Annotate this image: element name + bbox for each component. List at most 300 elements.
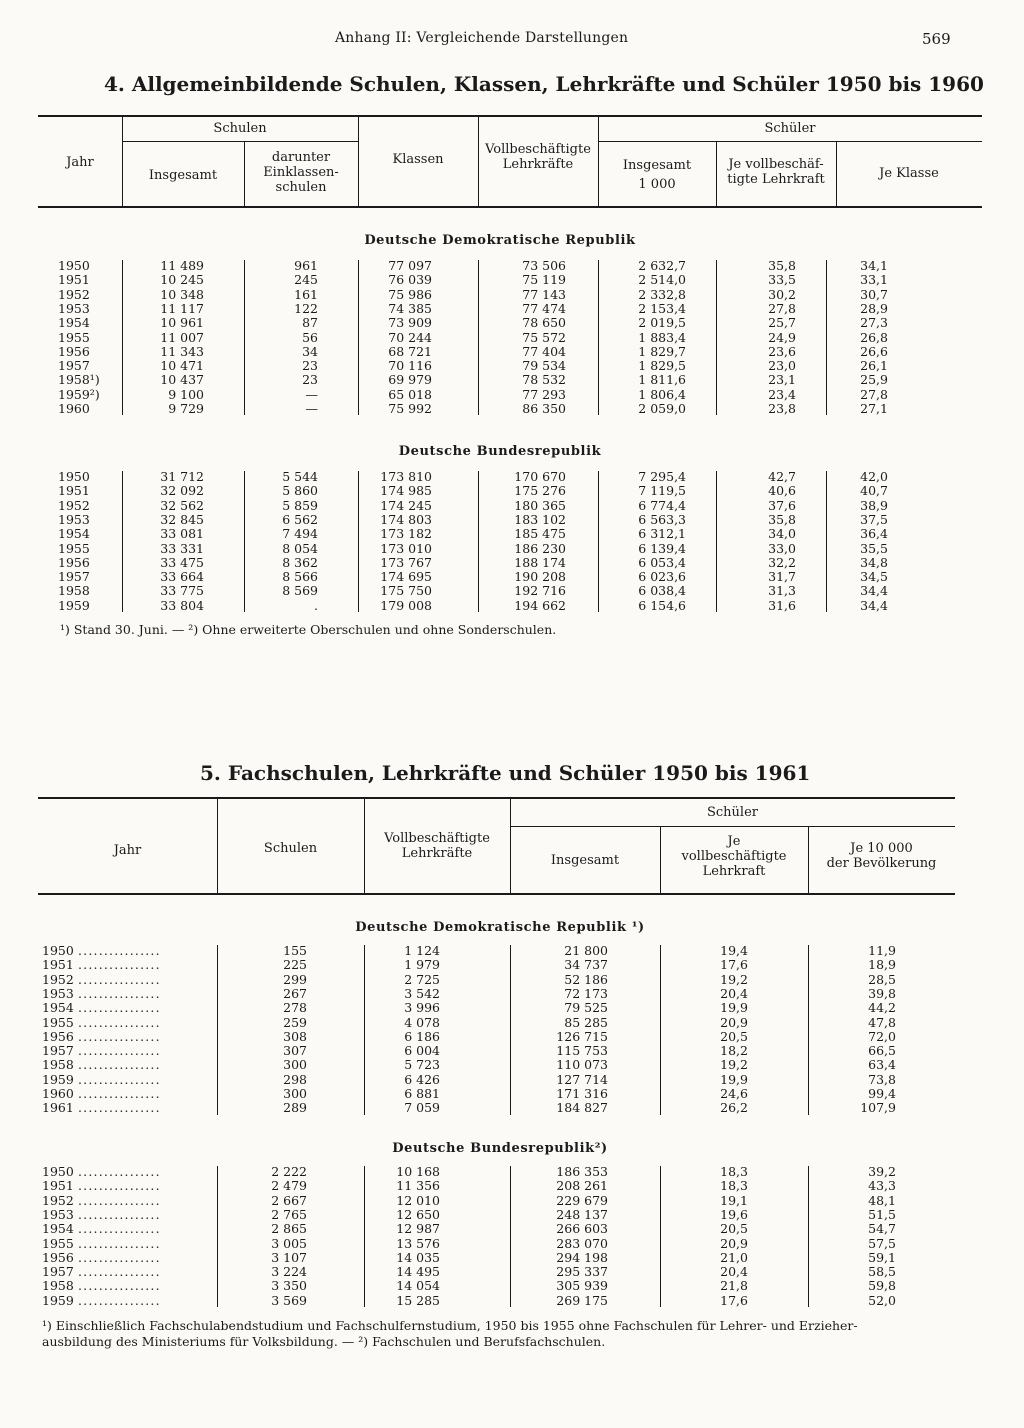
cell-schueler: 6 053,4: [638, 554, 686, 570]
cell-schueler: 7 119,5: [638, 483, 686, 499]
cell-lehrkraefte: 6 186: [404, 1028, 440, 1044]
table4-footnote: ¹) Stand 30. Juni. — ²) Ohne erweiterte Oberschulen und ohne Sonderschulen.: [60, 622, 557, 637]
table5-schueler-rule: [510, 826, 955, 827]
cell-schueler: 6 154,6: [638, 597, 686, 613]
cell-je-lehrkraft: 31,7: [768, 569, 796, 585]
cell-jahr: 1952: [58, 286, 90, 302]
cell-lehrkraefte: 73 506: [522, 258, 566, 273]
cell-schueler: 6 774,4: [638, 497, 686, 513]
column-divider: [478, 260, 479, 415]
cell-schulen: 9 729: [168, 401, 204, 416]
running-title: Anhang II: Vergleichende Darstellungen: [335, 30, 629, 46]
cell-jahr: 1958¹): [58, 372, 100, 388]
cell-einklassen: 5 859: [282, 497, 318, 513]
cell-schulen: 33 081: [160, 526, 204, 542]
cell-je-bevoelkerung: 47,8: [868, 1014, 896, 1030]
cell-je-lehrkraft: 42,7: [768, 469, 796, 484]
header-line: vollbeschäftigte: [681, 849, 787, 864]
cell-lehrkraefte: 183 102: [514, 511, 566, 527]
cell-einklassen: 23: [302, 358, 318, 374]
cell-schulen: 11 343: [160, 343, 204, 359]
table-row: [0, 584, 1024, 598]
column-divider: [244, 260, 245, 415]
cell-insgesamt: 126 715: [556, 1028, 608, 1044]
table-row: [0, 1087, 1024, 1101]
cell-je-lehrkraft: 23,1: [768, 372, 796, 388]
cell-je-klasse: 34,4: [860, 597, 888, 613]
dot-leader: ................: [78, 1165, 161, 1179]
cell-insgesamt: 229 679: [556, 1192, 608, 1208]
cell-lehrkraefte: 79 534: [522, 358, 566, 374]
cell-einklassen: 161: [294, 286, 318, 302]
cell-jahr: 1958: [42, 1278, 74, 1294]
cell-jahr: 1954: [42, 1221, 74, 1237]
table5-col-insgesamt: Insgesamt: [550, 853, 620, 868]
cell-schulen: 299: [283, 971, 307, 987]
cell-lehrkraefte: 78 532: [522, 372, 566, 388]
cell-je-lehrkraft: 40,6: [768, 483, 796, 499]
table4-title: 4. Allgemeinbildende Schulen, Klassen, Lehrkräfte und Schüler 1950 bis 1960: [104, 72, 984, 96]
cell-lehrkraefte: 77 474: [522, 300, 566, 316]
cell-jahr: 1956: [42, 1249, 74, 1265]
cell-jahr: 1957: [42, 1264, 74, 1280]
cell-je-lehrkraft: 19,9: [720, 1000, 748, 1016]
cell-je-lehrkraft: 37,6: [768, 497, 796, 513]
cell-jahr: 1959²): [58, 386, 100, 402]
cell-einklassen: 8 566: [282, 569, 318, 585]
table-row: [0, 1101, 1024, 1115]
cell-lehrkraefte: 6 004: [404, 1043, 440, 1059]
cell-schueler: 1 883,4: [638, 329, 686, 345]
cell-lehrkraefte: 2 725: [404, 971, 440, 987]
column-divider: [660, 945, 661, 1115]
dot-leader: ................: [78, 1193, 161, 1208]
table-row: [0, 302, 1024, 316]
cell-einklassen: 961: [294, 258, 318, 273]
cell-schueler: 2 332,8: [638, 286, 686, 302]
cell-lehrkraefte: 10 168: [396, 1164, 440, 1179]
table4-col-je-klasse: Je Klasse: [879, 166, 939, 181]
dot-leader: ................: [78, 1279, 161, 1294]
column-divider: [122, 260, 123, 415]
cell-jahr: 1957: [58, 569, 90, 585]
column-divider: [826, 471, 827, 612]
cell-schulen: 300: [283, 1057, 307, 1073]
cell-je-lehrkraft: 18,3: [720, 1178, 748, 1194]
dot-leader: ................: [78, 1222, 161, 1237]
cell-schulen: 155: [283, 943, 307, 958]
cell-je-klasse: 36,4: [860, 526, 888, 542]
table-row: [0, 373, 1024, 387]
cell-lehrkraefte: 12 987: [396, 1221, 440, 1237]
cell-lehrkraefte: 180 365: [514, 497, 566, 513]
cell-je-klasse: 38,9: [860, 497, 888, 513]
cell-einklassen: 5 860: [282, 483, 318, 499]
cell-schulen: 32 845: [160, 511, 204, 527]
table4-section-brd-rows: [0, 470, 1024, 616]
cell-schulen: 33 475: [160, 554, 204, 570]
dot-leader: ................: [78, 1058, 161, 1073]
cell-je-lehrkraft: 23,4: [768, 386, 796, 402]
cell-klassen: 70 244: [388, 329, 432, 345]
footnote-line-2: ausbildung des Ministeriums für Volksbildung. — ²) Fachschulen und Berufsfachschulen.: [42, 1334, 606, 1349]
cell-je-lehrkraft: 20,9: [720, 1014, 748, 1030]
cell-schueler: 1 806,4: [638, 386, 686, 402]
cell-insgesamt: 283 070: [556, 1235, 608, 1251]
cell-insgesamt: 171 316: [556, 1086, 608, 1101]
cell-schulen: 2 667: [271, 1192, 307, 1208]
cell-schulen: 2 222: [271, 1164, 307, 1179]
cell-lehrkraefte: 13 576: [396, 1235, 440, 1251]
dot-leader: ................: [78, 1250, 161, 1265]
cell-insgesamt: 248 137: [556, 1206, 608, 1222]
cell-je-bevoelkerung: 63,4: [868, 1057, 896, 1073]
cell-lehrkraefte: 1 124: [404, 943, 440, 958]
cell-je-klasse: 35,5: [860, 540, 888, 556]
table-row: [0, 1044, 1024, 1058]
cell-lehrkraefte: 11 356: [396, 1178, 440, 1194]
cell-einklassen: 87: [302, 315, 318, 331]
cell-jahr: 1961: [42, 1100, 74, 1116]
cell-insgesamt: 186 353: [556, 1164, 608, 1179]
cell-lehrkraefte: 77 404: [522, 343, 566, 359]
cell-lehrkraefte: 190 208: [514, 569, 566, 585]
column-divider: [716, 471, 717, 612]
cell-jahr: 1959: [42, 1071, 74, 1087]
cell-jahr: 1957: [58, 358, 90, 374]
cell-jahr: 1958: [42, 1057, 74, 1073]
table4-group-schulen: Schulen: [213, 121, 267, 136]
cell-lehrkraefte: 75 572: [522, 329, 566, 345]
cell-schueler: 1 829,5: [638, 358, 686, 374]
cell-schulen: 3 350: [271, 1278, 307, 1294]
cell-klassen: 179 008: [380, 597, 432, 613]
cell-je-klasse: 27,3: [860, 315, 888, 331]
table-row: [0, 599, 1024, 613]
cell-je-lehrkraft: 23,0: [768, 358, 796, 374]
cell-schulen: 2 479: [271, 1178, 307, 1194]
header-line: Vollbeschäftigte: [384, 831, 490, 846]
dot-leader: ................: [78, 1101, 161, 1116]
cell-je-klasse: 26,1: [860, 358, 888, 374]
cell-klassen: 75 992: [388, 401, 432, 416]
dot-leader: ................: [78, 1015, 161, 1030]
cell-klassen: 73 909: [388, 315, 432, 331]
cell-je-lehrkraft: 30,2: [768, 286, 796, 302]
column-divider: [598, 471, 599, 612]
cell-je-lehrkraft: 19,9: [720, 1071, 748, 1087]
page-number: 569: [922, 30, 951, 48]
dot-leader: ................: [78, 1001, 161, 1016]
cell-einklassen: 6 562: [282, 511, 318, 527]
cell-insgesamt: 79 525: [564, 1000, 608, 1016]
dot-leader: ................: [78, 1044, 161, 1059]
table4-col-klassen: Klassen: [392, 152, 444, 167]
cell-insgesamt: 305 939: [556, 1278, 608, 1294]
table4-col-jahr: Jahr: [66, 155, 94, 170]
table4-col-je-lehrkraft: [716, 157, 836, 187]
cell-schulen: 3 005: [271, 1235, 307, 1251]
cell-insgesamt: 52 186: [564, 971, 608, 987]
cell-jahr: 1953: [58, 511, 90, 527]
cell-schueler: 6 312,1: [638, 526, 686, 542]
cell-je-lehrkraft: 18,3: [720, 1164, 748, 1179]
table-row: [0, 259, 1024, 273]
cell-klassen: 175 750: [380, 583, 432, 599]
cell-lehrkraefte: 3 996: [404, 1000, 440, 1016]
cell-klassen: 174 803: [380, 511, 432, 527]
cell-lehrkraefte: 12 650: [396, 1206, 440, 1222]
table5-section-ddr-title: Deutsche Demokratische Republik ¹): [355, 920, 645, 935]
cell-je-lehrkraft: 17,6: [720, 1292, 748, 1308]
cell-schulen: 259: [283, 1014, 307, 1030]
cell-jahr: 1955: [58, 329, 90, 345]
cell-einklassen: 245: [294, 272, 318, 288]
cell-je-lehrkraft: 21,8: [720, 1278, 748, 1294]
cell-je-klasse: 26,8: [860, 329, 888, 345]
table5-col-je-lehrkraft: [660, 834, 808, 879]
cell-klassen: 174 985: [380, 483, 432, 499]
table5-col-lehrkraefte: [364, 831, 510, 861]
cell-je-bevoelkerung: 73,8: [868, 1071, 896, 1087]
cell-lehrkraefte: 192 716: [514, 583, 566, 599]
table-row: [0, 958, 1024, 972]
cell-schueler: 1 811,6: [638, 372, 686, 388]
cell-jahr: 1955: [58, 540, 90, 556]
cell-insgesamt: 72 173: [564, 985, 608, 1001]
cell-klassen: 75 986: [388, 286, 432, 302]
cell-je-klasse: 34,4: [860, 583, 888, 599]
table-row: [0, 388, 1024, 402]
cell-lehrkraefte: 6 426: [404, 1071, 440, 1087]
table-row: [0, 513, 1024, 527]
cell-jahr: 1952: [58, 497, 90, 513]
table4-section-ddr-title: Deutsche Demokratische Republik: [364, 233, 636, 248]
cell-je-lehrkraft: 24,6: [720, 1086, 748, 1101]
table5-section-brd-title: Deutsche Bundesrepublik²): [392, 1141, 608, 1156]
cell-jahr: 1955: [42, 1235, 74, 1251]
table-row: [0, 1222, 1024, 1236]
cell-je-klasse: 33,1: [860, 272, 888, 288]
cell-je-lehrkraft: 21,0: [720, 1249, 748, 1265]
table-row: [0, 331, 1024, 345]
dot-leader: ................: [78, 1087, 161, 1101]
cell-jahr: 1951: [58, 483, 90, 499]
cell-klassen: 173 182: [380, 526, 432, 542]
table-row: [0, 973, 1024, 987]
table-row: [0, 1294, 1024, 1308]
dot-leader: ................: [78, 944, 161, 958]
cell-insgesamt: 294 198: [556, 1249, 608, 1265]
column-divider: [122, 471, 123, 612]
cell-je-klasse: 30,7: [860, 286, 888, 302]
cell-je-bevoelkerung: 44,2: [868, 1000, 896, 1016]
column-divider: [510, 1166, 511, 1307]
cell-schulen: 300: [283, 1086, 307, 1101]
cell-einklassen: 7 494: [282, 526, 318, 542]
column-divider: [598, 260, 599, 415]
table-row: [0, 1208, 1024, 1222]
column-divider: [217, 945, 218, 1115]
cell-je-lehrkraft: 33,0: [768, 540, 796, 556]
cell-je-lehrkraft: 18,2: [720, 1043, 748, 1059]
table5-section-brd-rows: [0, 1165, 1024, 1311]
table4-schueler-rule: [598, 141, 982, 142]
cell-schulen: 10 437: [160, 372, 204, 388]
header-line: darunter: [271, 150, 331, 165]
table-row: [0, 944, 1024, 958]
table4-col-schulen-insgesamt: Insgesamt: [148, 168, 218, 183]
header-line: Je: [727, 834, 741, 849]
cell-insgesamt: 208 261: [556, 1178, 608, 1194]
cell-schulen: 307: [283, 1043, 307, 1059]
cell-lehrkraefte: 12 010: [396, 1192, 440, 1208]
cell-jahr: 1950: [42, 943, 74, 958]
cell-insgesamt: 115 753: [556, 1043, 608, 1059]
table4-section-ddr-rows: [0, 259, 1024, 419]
column-divider: [808, 1166, 809, 1307]
cell-je-klasse: 40,7: [860, 483, 888, 499]
cell-schueler: 6 563,3: [638, 511, 686, 527]
cell-je-bevoelkerung: 66,5: [868, 1043, 896, 1059]
cell-lehrkraefte: 5 723: [404, 1057, 440, 1073]
table-row: [0, 499, 1024, 513]
table-row: [0, 1279, 1024, 1293]
cell-jahr: 1954: [42, 1000, 74, 1016]
cell-schueler: 6 139,4: [638, 540, 686, 556]
dot-leader: ................: [78, 1236, 161, 1251]
table-row: [0, 288, 1024, 302]
cell-lehrkraefte: 186 230: [514, 540, 566, 556]
cell-schulen: 3 107: [271, 1249, 307, 1265]
column-divider: [808, 945, 809, 1115]
cell-jahr: 1950: [58, 258, 90, 273]
cell-insgesamt: 127 714: [556, 1071, 608, 1087]
cell-je-lehrkraft: 20,4: [720, 985, 748, 1001]
cell-schulen: 32 092: [160, 483, 204, 499]
cell-je-klasse: 26,6: [860, 343, 888, 359]
dot-leader: ................: [78, 1029, 161, 1044]
table-row: [0, 1165, 1024, 1179]
cell-je-klasse: 34,8: [860, 554, 888, 570]
cell-jahr: 1953: [42, 1206, 74, 1222]
cell-insgesamt: 266 603: [556, 1221, 608, 1237]
table-row: [0, 402, 1024, 416]
table5-top-rule: [38, 797, 955, 799]
cell-schulen: 11 007: [160, 329, 204, 345]
cell-einklassen: 122: [294, 300, 318, 316]
cell-je-bevoelkerung: 99,4: [868, 1086, 896, 1101]
cell-lehrkraefte: 170 670: [514, 469, 566, 484]
cell-lehrkraefte: 77 143: [522, 286, 566, 302]
cell-lehrkraefte: 86 350: [522, 401, 566, 416]
cell-je-klasse: 27,8: [860, 386, 888, 402]
cell-lehrkraefte: 14 035: [396, 1249, 440, 1265]
table-row: [0, 1001, 1024, 1015]
cell-lehrkraefte: 175 276: [514, 483, 566, 499]
cell-je-lehrkraft: 35,8: [768, 511, 796, 527]
header-line: Insgesamt: [622, 158, 692, 173]
cell-schulen: 278: [283, 1000, 307, 1016]
cell-insgesamt: 85 285: [564, 1014, 608, 1030]
cell-klassen: 74 385: [388, 300, 432, 316]
table-row: [0, 1194, 1024, 1208]
dot-leader: ................: [78, 1207, 161, 1222]
cell-schulen: 11 489: [160, 258, 204, 273]
cell-jahr: 1953: [58, 300, 90, 316]
cell-jahr: 1955: [42, 1014, 74, 1030]
cell-insgesamt: 110 073: [556, 1057, 608, 1073]
cell-je-lehrkraft: 23,8: [768, 401, 796, 416]
cell-schulen: 225: [283, 957, 307, 973]
cell-schueler: 7 295,4: [638, 469, 686, 484]
cell-schulen: 267: [283, 985, 307, 1001]
column-divider: [478, 471, 479, 612]
cell-lehrkraefte: 1 979: [404, 957, 440, 973]
running-head: [0, 30, 1024, 50]
table-row: [0, 1016, 1024, 1030]
cell-schulen: 2 765: [271, 1206, 307, 1222]
header-line: Je vollbeschäf-: [728, 157, 824, 172]
column-divider: [364, 1166, 365, 1307]
column-divider: [358, 471, 359, 612]
column-divider: [358, 260, 359, 415]
footnote-line-1: ¹) Einschließlich Fachschulabendstudium und Fachschulfernstudium, 1950 bis 1955 ohne Fachschulen für Lehrer- und Erzieher-: [42, 1318, 858, 1333]
cell-insgesamt: 34 737: [564, 957, 608, 973]
cell-klassen: 174 245: [380, 497, 432, 513]
table5-header-rule: [38, 893, 955, 895]
cell-je-klasse: 28,9: [860, 300, 888, 316]
cell-insgesamt: 184 827: [556, 1100, 608, 1116]
cell-insgesamt: 21 800: [564, 943, 608, 958]
cell-schulen: 9 100: [168, 386, 204, 402]
cell-lehrkraefte: 14 495: [396, 1264, 440, 1280]
cell-klassen: 68 721: [388, 343, 432, 359]
header-line: Vollbeschäftigte: [485, 142, 591, 157]
cell-je-lehrkraft: 19,2: [720, 971, 748, 987]
cell-jahr: 1958: [58, 583, 90, 599]
cell-je-lehrkraft: 33,5: [768, 272, 796, 288]
cell-je-bevoelkerung: 58,5: [868, 1264, 896, 1280]
table4-col-einklassen: [244, 150, 358, 195]
cell-schueler: 2 019,5: [638, 315, 686, 331]
cell-je-klasse: 37,5: [860, 511, 888, 527]
header-line: Lehrkräfte: [401, 846, 473, 861]
cell-je-lehrkraft: 31,6: [768, 597, 796, 613]
cell-lehrkraefte: 194 662: [514, 597, 566, 613]
cell-lehrkraefte: 14 054: [396, 1278, 440, 1294]
cell-insgesamt: 269 175: [556, 1292, 608, 1308]
table-row: [0, 470, 1024, 484]
header-line: Einklassen-: [263, 165, 339, 180]
cell-jahr: 1951: [42, 957, 74, 973]
cell-je-klasse: 34,5: [860, 569, 888, 585]
cell-einklassen: 5 544: [282, 469, 318, 484]
cell-jahr: 1954: [58, 315, 90, 331]
cell-je-lehrkraft: 23,6: [768, 343, 796, 359]
dot-leader: ................: [78, 1072, 161, 1087]
cell-je-lehrkraft: 19,4: [720, 943, 748, 958]
table5-title: 5. Fachschulen, Lehrkräfte und Schüler 1950 bis 1961: [200, 761, 811, 785]
cell-schulen: 289: [283, 1100, 307, 1116]
cell-schulen: 3 569: [271, 1292, 307, 1308]
cell-lehrkraefte: 75 119: [522, 272, 566, 288]
table-row: [0, 345, 1024, 359]
table5-group-schueler: Schüler: [707, 805, 758, 820]
cell-schueler: 1 829,7: [638, 343, 686, 359]
cell-schueler: 6 038,4: [638, 583, 686, 599]
cell-einklassen: 8 569: [282, 583, 318, 599]
